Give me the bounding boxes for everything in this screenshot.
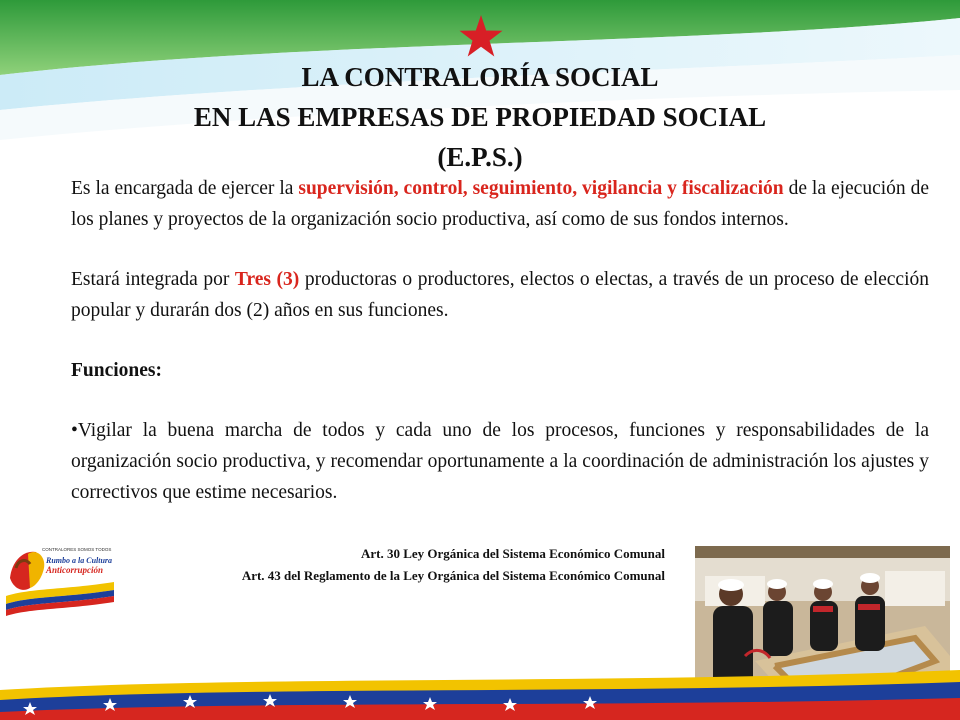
reference-line: Art. 43 del Reglamento de la Ley Orgánica del Sistema Económico Comunal <box>241 568 665 583</box>
paragraph-composition <box>71 264 929 326</box>
bottom-flag-band <box>0 650 960 720</box>
logo-text-line2: Rumbo a la Cultura <box>46 556 113 565</box>
slide-body <box>71 173 929 508</box>
legal-references <box>120 543 665 587</box>
slide-title-line1: LA CONTRALORÍA SOCIAL <box>301 62 659 92</box>
logo-text-line1: CONTRALORES SOMOS TODOS <box>42 547 112 552</box>
logo-text-line3: Anticorrupción <box>46 565 104 575</box>
paragraph-composition-highlight: Tres (3) <box>234 269 300 290</box>
slide-title-line2: EN LAS EMPRESAS DE PROPIEDAD SOCIAL <box>193 102 767 132</box>
paragraph-composition-tail: productoras o productores, electos o electas, a través de un proceso de elección popular y durarán dos (2) años en sus funciones. <box>71 269 929 321</box>
contraloria-logo <box>2 538 117 618</box>
paragraph-definition-highlight: supervisión, control, seguimiento, vigilancia y fiscalización <box>298 178 784 199</box>
function-item: •Vigilar la buena marcha de todos y cada uno de los procesos, funciones y responsabilidades de la organización socio productiva, y recomendar oportunamente a la coordinación de administración los ajustes y correctivos que estime necesarios. <box>71 420 929 503</box>
paragraph-definition <box>71 173 929 235</box>
reference-line: Art. 30 Ley Orgánica del Sistema Económico Comunal <box>360 546 665 561</box>
slide-title-line3: (E.P.S.) <box>437 142 523 172</box>
red-star-icon <box>459 15 503 57</box>
paragraph-composition-lead: Estará integrada por <box>71 269 235 290</box>
paragraph-definition-tail: de la ejecución de los planes y proyectos de la organización socio productiva, así como de sus fondos internos. <box>71 178 929 230</box>
functions-heading: Funciones: <box>71 360 163 381</box>
paragraph-definition-lead: Es la encargada de ejercer la <box>71 178 299 199</box>
